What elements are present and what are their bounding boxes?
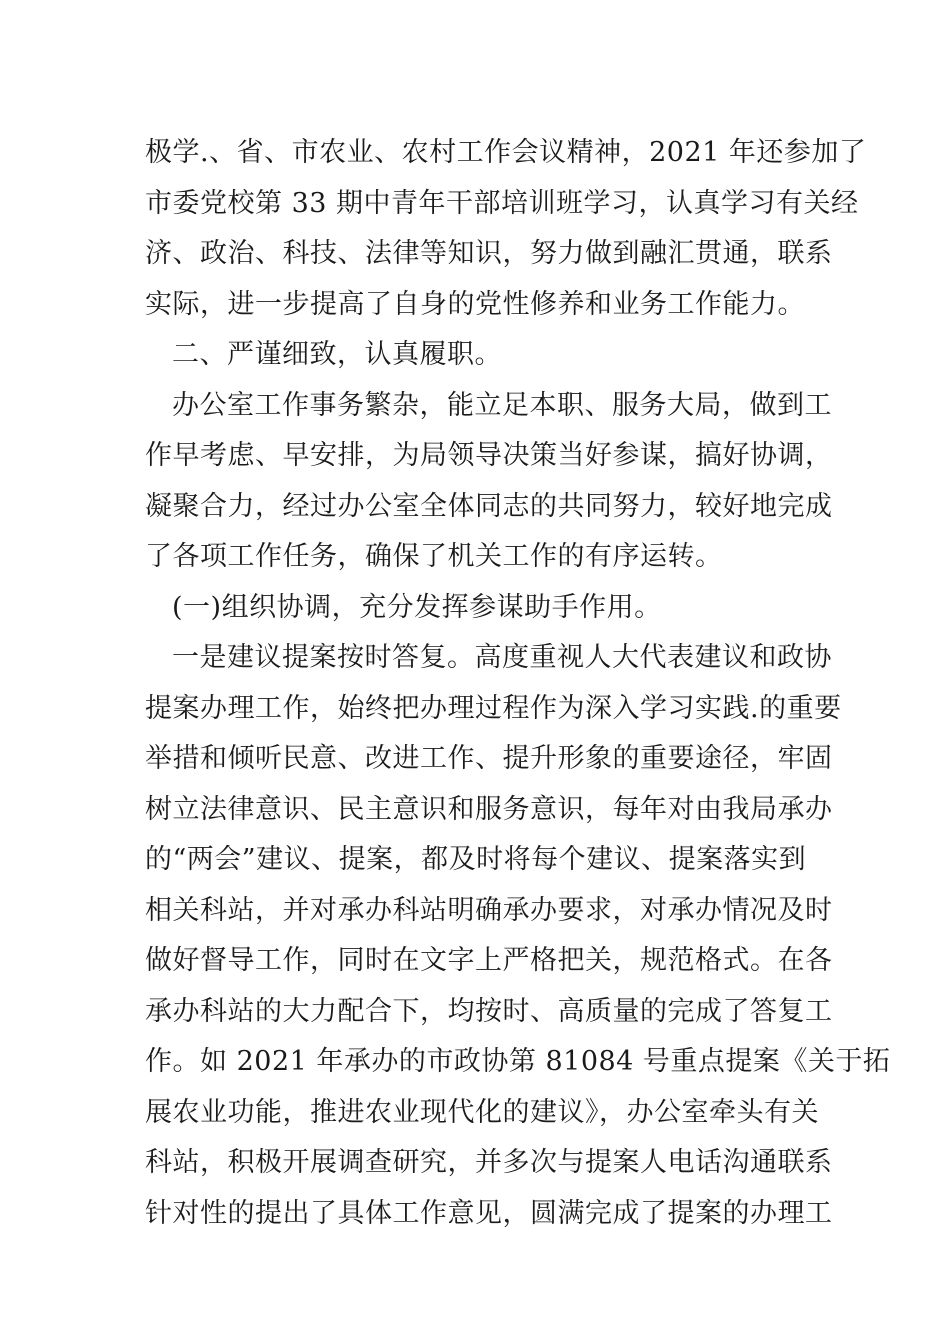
text-line: 针对性的提出了具体工作意见，圆满完成了提案的办理工: [145, 1197, 833, 1229]
text-line: 了各项工作任务，确保了机关工作的有序运转。: [145, 541, 723, 572]
text-line: 作早考虑、早安排，为局领导决策当好参谋，搞好协调，: [145, 440, 833, 471]
text-line: 一是建议提案按时答复。高度重视人大代表建议和政协: [172, 642, 832, 673]
text-line: 实际，进一步提高了自身的党性修养和业务工作能力。: [145, 288, 805, 320]
section-heading: 二、严谨细致，认真履职。: [172, 339, 502, 370]
text-line: 提案办理工作，始终把办理过程作为深入学习实践.的重要: [145, 692, 842, 724]
text-line: 举措和倾听民意、改进工作、提升形象的重要途径，牢固: [145, 743, 833, 774]
text-line: 极学.、省、市农业、农村工作会议精神，2021 年还参加了: [145, 137, 867, 168]
text-line: 展农业功能，推进农业现代化的建议》，办公室牵头有关: [145, 1096, 819, 1128]
subsection-heading: (一)组织协调，充分发挥参谋助手作用。: [172, 591, 662, 623]
text-line: 树立法律意识、民主意识和服务意识，每年对由我局承办: [145, 793, 833, 825]
text-line: 作。如 2021 年承办的市政协第 81084 号重点提案《关于拓: [145, 1046, 891, 1077]
text-line: 的“两会”建议、提案，都及时将每个建议、提案落实到: [145, 844, 807, 875]
text-line: 济、政治、科技、法律等知识，努力做到融汇贯通，联系: [145, 238, 833, 269]
text-line: 承办科站的大力配合下，均按时、高质量的完成了答复工: [145, 995, 833, 1027]
text-line: 科站，积极开展调查研究，并多次与提案人电话沟通联系: [145, 1147, 833, 1178]
text-line: 相关科站，并对承办科站明确承办要求，对承办情况及时: [145, 894, 833, 926]
text-line: 凝聚合力，经过办公室全体同志的共同努力，较好地完成: [145, 490, 833, 522]
text-line: 市委党校第 33 期中青年干部培训班学习，认真学习有关经: [145, 187, 859, 219]
text-line: 办公室工作事务繁杂，能立足本职、服务大局，做到工: [172, 389, 832, 421]
text-line: 做好督导工作，同时在文字上严格把关，规范格式。在各: [145, 945, 833, 976]
body-text: [145, 128, 891, 1239]
